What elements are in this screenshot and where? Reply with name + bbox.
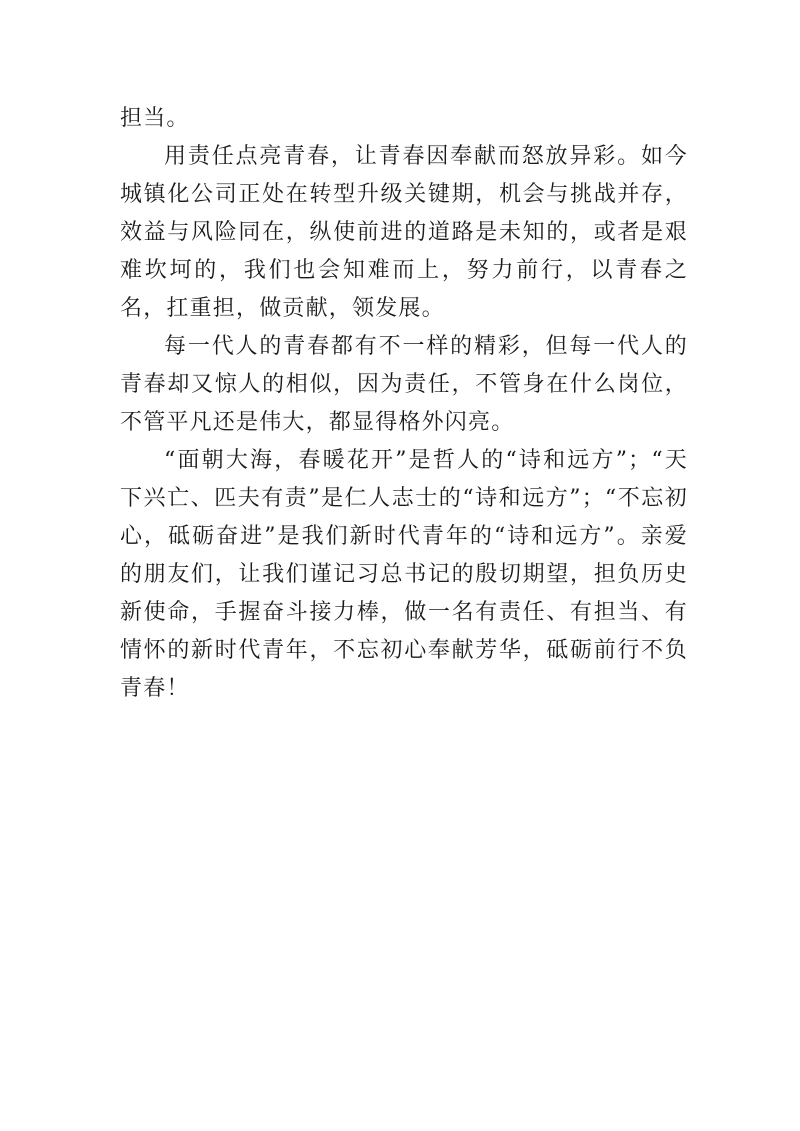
paragraph-generations: 每一代人的青春都有不一样的精彩，但每一代人的青春却又惊人的相似，因为责任，不管身在什么岗位，不管平凡还是伟大，都显得格外闪亮。: [120, 334, 688, 435]
paragraph-continuation: 担当。: [120, 106, 190, 131]
paragraph-responsibility: 用责任点亮青春，让青春因奉献而怒放异彩。如今城镇化公司正处在转型升级关键期，机会与挑战并存，效益与风险同在，纵使前进的道路是未知的，或者是艰难坎坷的，我们也会知难而上，努力前行，以青春之名，扛重担，做贡献，领发展。: [120, 144, 688, 321]
document-body: [120, 100, 688, 708]
paragraph-poetry-and-distance: “面朝大海，春暖花开”是哲人的“诗和远方”；“天下兴亡、匹夫有责”是仁人志士的“诗和远方”；“不忘初心，砥砺奋进”是我们新时代青年的“诗和远方”。亲爱的朋友们，让我们谨记习总书记的殷切期望，担负历史新使命，手握奋斗接力棒，做一名有责任、有担当、有情怀的新时代青年，不忘初心奉献芳华，砥砺前行不负青春！: [120, 448, 688, 701]
